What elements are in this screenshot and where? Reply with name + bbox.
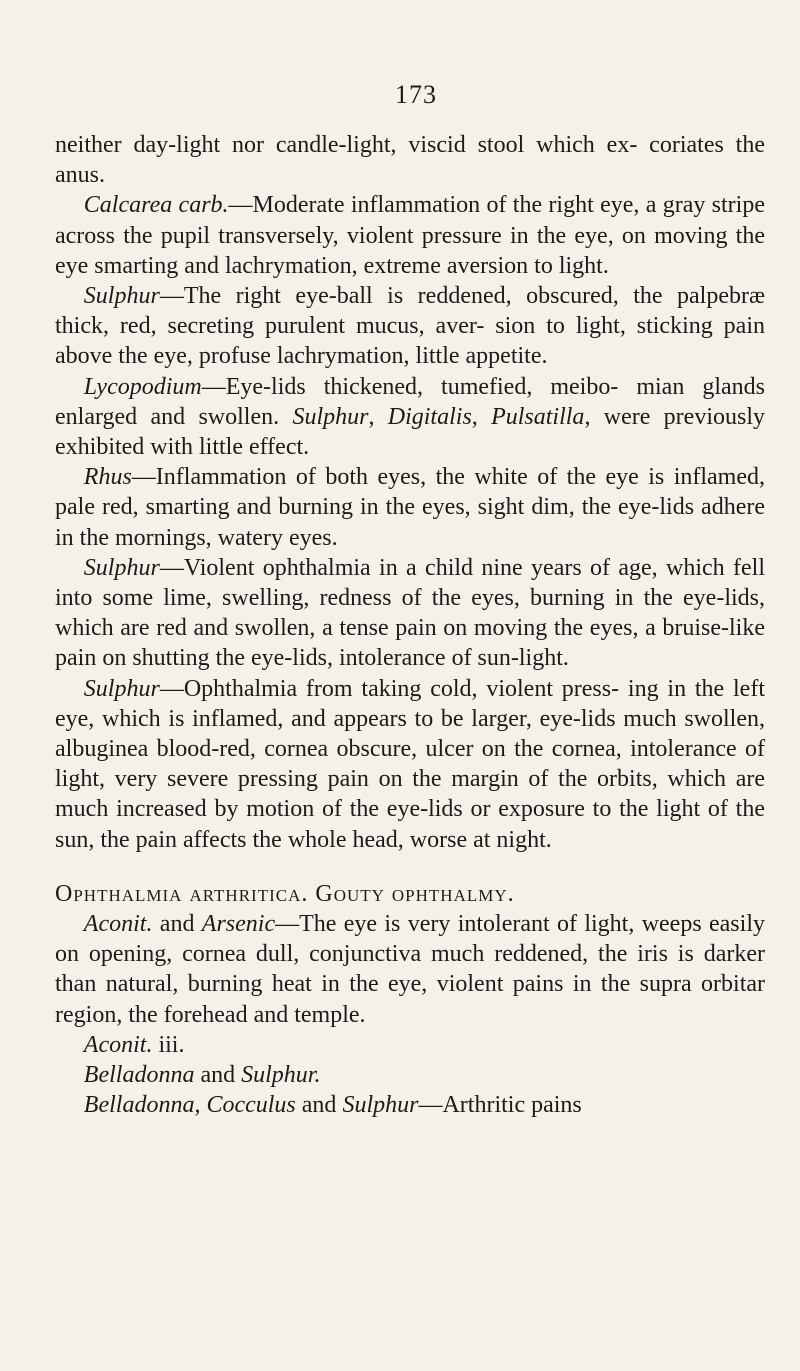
paragraph	[55, 281, 765, 372]
paragraph-text: —The eye is very intolerant of light, weeps easily on opening, cornea dull, conjunctiva much reddened, the iris is darker than natural, burning heat in the eye, violent pains in the supra orbitar region, the forehead and temple.	[55, 911, 765, 1028]
paragraph	[55, 190, 765, 281]
paragraph	[55, 1030, 765, 1060]
remedy-name: Pulsatilla	[491, 403, 585, 430]
paragraph-text: —Violent ophthalmia in a child nine years of age, which fell into some lime, swelling, redness of the eyes, burning in the eye-lids, which are red and swollen, a tense pain on moving the eyes, a bruise-like pain on shutting the eye-lids, intolerance of sun-light.	[55, 554, 765, 672]
remedy-name: Rhus	[83, 464, 132, 491]
remedy-name: Aconit.	[83, 1031, 153, 1058]
paragraph-text: ,	[194, 1092, 207, 1119]
paragraph	[55, 462, 765, 553]
remedy-name: Sulphur.	[241, 1062, 321, 1089]
paragraph-text: —Moderate inflammation of the right eye, a gray stripe across the pupil transversely, violent pressure in the eye, on moving the eye smarting and lachrymation, extreme aversion to light.	[55, 192, 765, 279]
paragraphs-after-heading	[55, 909, 765, 1120]
page-body	[55, 130, 765, 1121]
remedy-name: Lycopodium	[83, 373, 202, 400]
paragraph-text: —The right eye-ball is reddened, obscured, the palpebræ thick, red, secreting purulent mucus, aver- sion to light, sticking pain above the eye, profuse lachrymation, little appetite.	[55, 283, 765, 370]
paragraph	[55, 372, 765, 463]
paragraph	[55, 909, 765, 1030]
paragraph-text: neither day-light nor candle-light, viscid stool which ex- coriates the anus.	[55, 132, 765, 189]
paragraph-text: and	[295, 1092, 343, 1119]
remedy-name: Sulphur	[83, 554, 160, 581]
remedy-name: Belladonna	[83, 1062, 195, 1089]
remedy-name: Sulphur	[83, 675, 160, 702]
paragraph-text: ,	[471, 403, 492, 430]
paragraph-text: , were previously exhibited with little effect.	[55, 403, 766, 461]
remedy-name: Aconit.	[83, 911, 153, 938]
paragraph	[55, 553, 765, 674]
remedy-name: Calcarea carb.	[83, 192, 229, 219]
paragraph	[55, 1090, 765, 1120]
paragraph-text: —Ophthalmia from taking cold, violent press- ing in the left eye, which is inflamed, and appears to be larger, eye-lids much swollen, albuginea blood-red, cornea obscure, ulcer on the cornea, intolerance of light, very severe pressing pain on the margin of the orbits, which are much increased by motion of the eye-lids or exposure to the light of the sun, the pain affects the whole head, worse at night.	[55, 675, 765, 853]
paragraph-text: —Eye-lids thickened, tumefied, meibo- mian glands enlarged and swollen.	[55, 373, 765, 430]
remedy-name: Sulphur	[292, 403, 369, 430]
paragraphs-before-heading	[55, 130, 765, 855]
page-number: 173	[395, 80, 437, 109]
remedy-name: Arsenic	[201, 911, 276, 938]
paragraph-text: and	[152, 911, 202, 938]
remedy-name: Digitalis	[387, 403, 472, 430]
remedy-name: Belladonna	[83, 1092, 195, 1119]
remedy-name: Sulphur	[83, 283, 160, 310]
section-heading: Ophthalmia arthritica. Gouty ophthalmy.	[55, 880, 515, 907]
paragraph	[55, 674, 765, 855]
paragraph	[55, 130, 765, 190]
paragraph-text: ,	[368, 403, 388, 430]
remedy-name: Sulphur	[342, 1092, 419, 1119]
paragraph	[55, 1060, 765, 1090]
paragraph-text: and	[194, 1062, 242, 1089]
paragraph-text: —Arthritic pains	[418, 1092, 582, 1119]
remedy-name: Cocculus	[206, 1092, 296, 1119]
paragraph-text: —Inflammation of both eyes, the white of the eye is inflamed, pale red, smarting and burning in the eyes, sight dim, the eye-lids adhere in the mornings, watery eyes.	[55, 464, 765, 551]
paragraph-text: iii.	[152, 1031, 185, 1058]
